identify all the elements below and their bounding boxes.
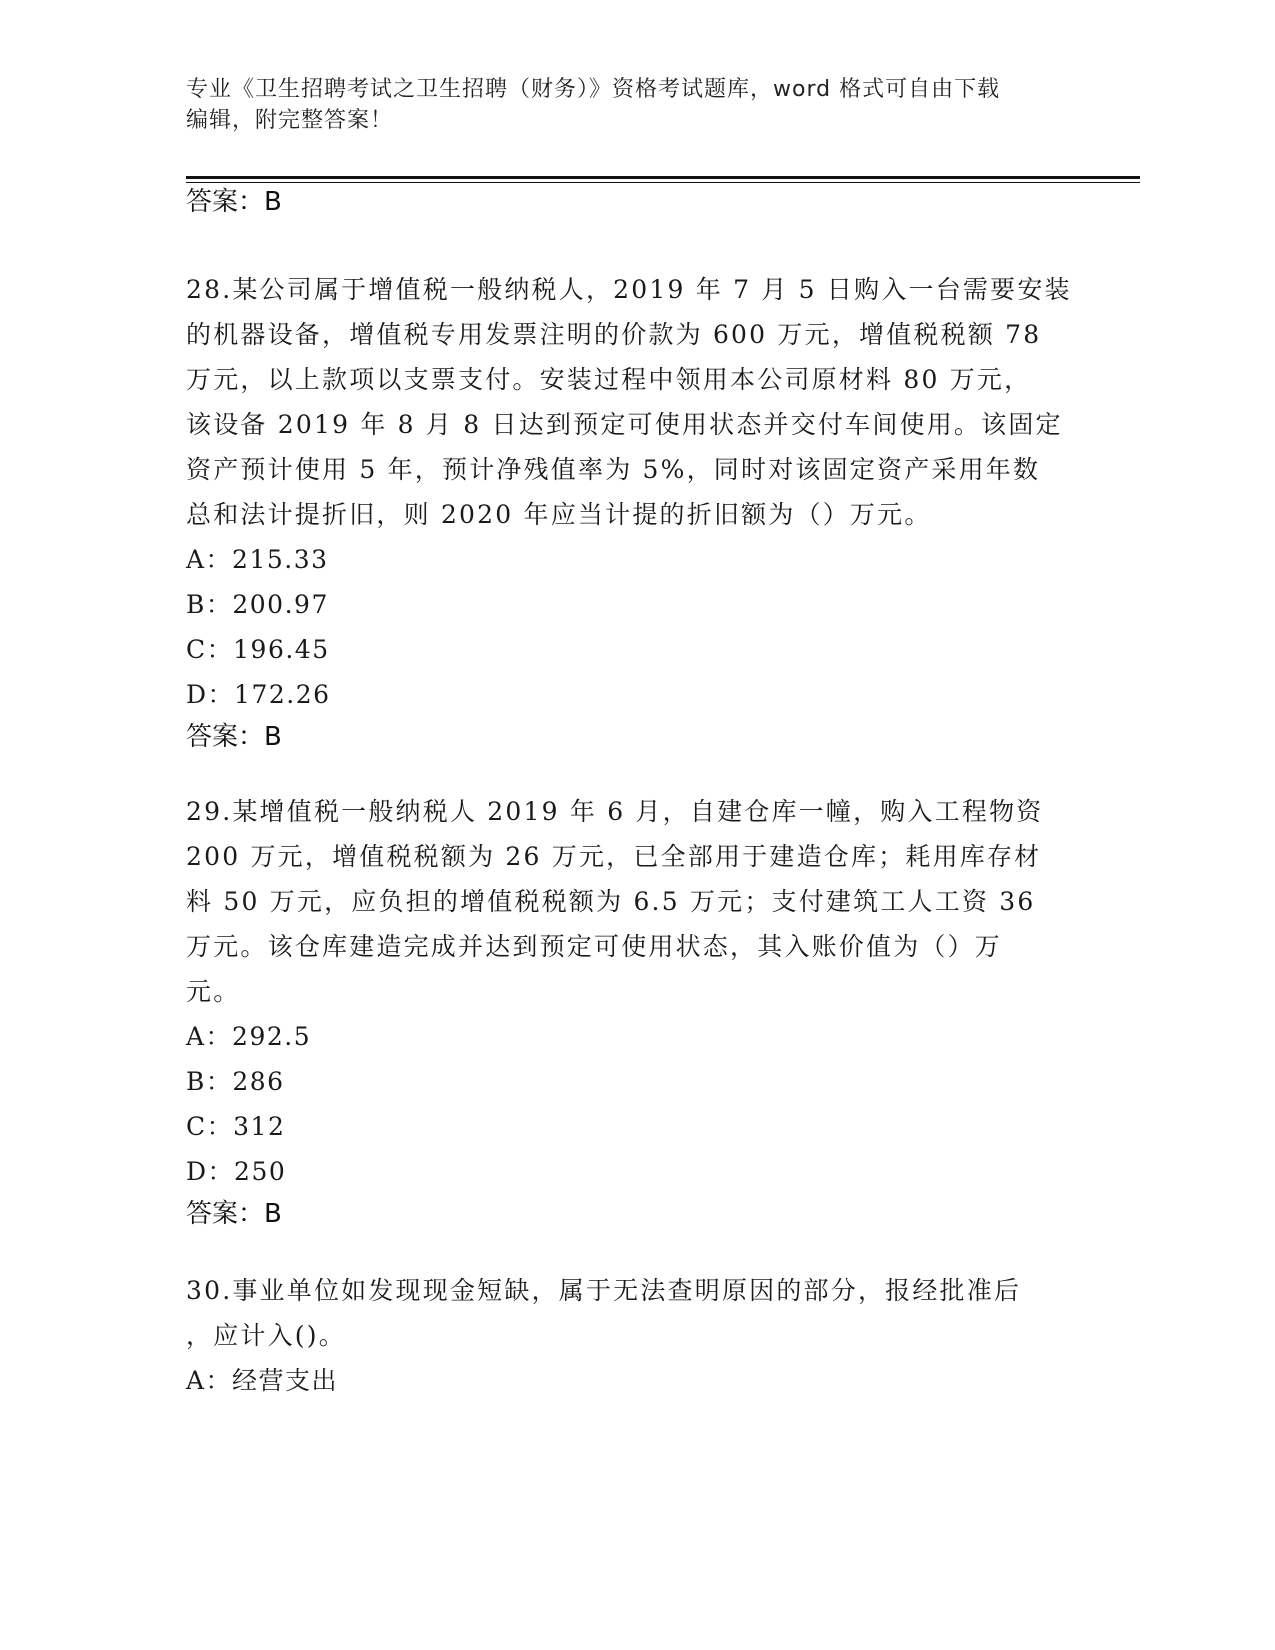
question-line: ，应计入()。	[186, 1321, 346, 1350]
question-30	[186, 1268, 1106, 1403]
option-d: D：250	[186, 1157, 287, 1186]
question-line: 总和法计提折旧，则 2020 年应当计提的折旧额为（）万元。	[186, 500, 932, 529]
question-29	[186, 789, 1106, 1234]
question-text	[186, 267, 1106, 537]
question-line: 28.某公司属于增值税一般纳税人，2019 年 7 月 5 日购入一台需要安装	[186, 275, 1072, 304]
question-line: 的机器设备，增值税专用发票注明的价款为 600 万元，增值税税额 78	[186, 320, 1042, 349]
answer-previous: 答案：B	[186, 187, 282, 217]
question-line: 料 50 万元，应负担的增值税税额为 6.5 万元；支付建筑工人工资 36	[186, 887, 1036, 916]
option-a: A：经营支出	[186, 1366, 339, 1395]
option-d: D：172.26	[186, 680, 331, 709]
question-line: 30.事业单位如发现现金短缺，属于无法查明原因的部分，报经批准后	[186, 1276, 1022, 1305]
question-line: 元。	[186, 977, 241, 1006]
option-b: B：200.97	[186, 590, 329, 619]
question-line: 200 万元，增值税税额为 26 万元，已全部用于建造仓库；耗用库存材	[186, 842, 1042, 871]
option-b: B：286	[186, 1067, 285, 1096]
question-line: 资产预计使用 5 年，预计净残值率为 5%，同时对该固定资产采用年数	[186, 455, 1041, 484]
option-c: C：312	[186, 1112, 286, 1141]
question-text	[186, 789, 1106, 1014]
answer: 答案：B	[186, 1199, 282, 1229]
question-line: 万元。该仓库建造完成并达到预定可使用状态，其入账价值为（）万	[186, 932, 1003, 961]
header-divider-thick	[186, 176, 1140, 179]
header-line: 编辑，附完整答案！	[186, 108, 394, 133]
question-line: 29.某增值税一般纳税人 2019 年 6 月，自建仓库一幢，购入工程物资	[186, 797, 1044, 826]
question-line: 该设备 2019 年 8 月 8 日达到预定可使用状态并交付车间使用。该固定	[186, 410, 1063, 439]
option-a: A：292.5	[186, 1022, 312, 1051]
option-a: A：215.33	[186, 545, 329, 574]
question-text	[186, 1268, 1106, 1358]
question-line: 万元，以上款项以支票支付。安装过程中领用本公司原材料 80 万元，	[186, 365, 1032, 394]
answer: 答案：B	[186, 722, 282, 752]
option-c: C：196.45	[186, 635, 330, 664]
question-28	[186, 267, 1106, 757]
document-header	[186, 74, 1066, 136]
header-line: 专业《卫生招聘考试之卫生招聘（财务）》资格考试题库，word 格式可自由下载	[186, 77, 1001, 102]
